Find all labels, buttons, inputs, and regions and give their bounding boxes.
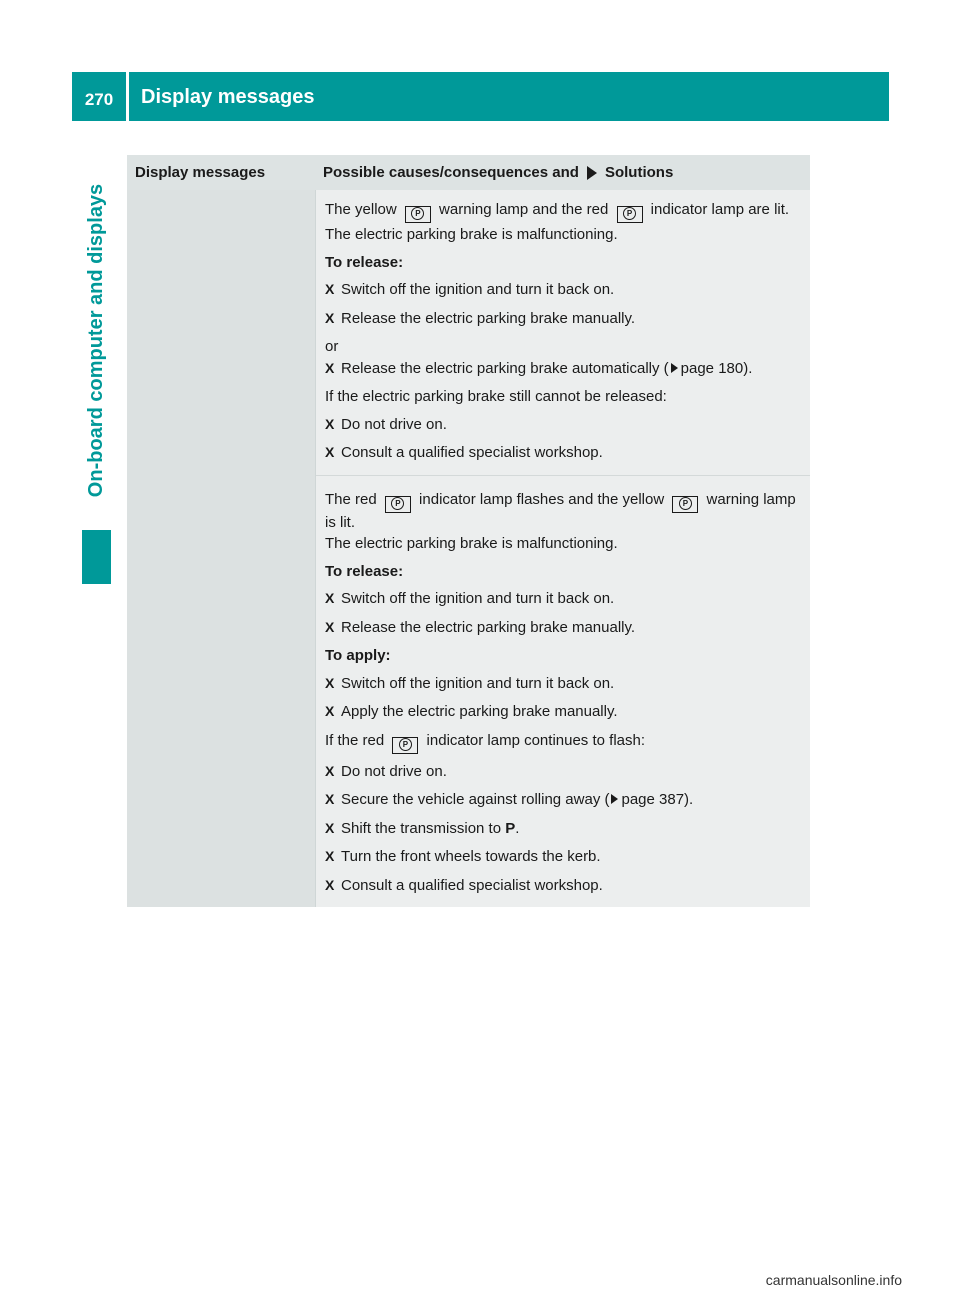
step-text	[341, 790, 693, 810]
step-marker-icon: X	[325, 674, 335, 691]
solutions-arrow-icon	[587, 166, 597, 180]
col-header-causes-text: Possible causes/consequences and	[323, 164, 579, 181]
step-marker-icon: X	[325, 359, 335, 376]
list-item	[325, 674, 802, 694]
solution-block-1	[316, 190, 810, 475]
page-ref-icon	[671, 363, 678, 373]
block1-intro-b: warning lamp and the red	[439, 201, 609, 218]
col-header-causes-solutions	[315, 155, 810, 190]
step-marker-icon: X	[325, 819, 335, 836]
table-body	[127, 190, 810, 907]
list-item	[325, 415, 802, 435]
display-messages-table	[127, 155, 810, 907]
step7-post: .	[515, 819, 520, 837]
step-marker-icon: X	[325, 309, 335, 326]
table-header	[127, 155, 810, 190]
section-title: Display messages	[141, 86, 315, 108]
step6-pre: Secure the vehicle against rolling away (	[341, 791, 610, 808]
block2-intro-a: The red	[325, 490, 377, 508]
page-header	[72, 72, 889, 121]
block1-or: or	[325, 338, 339, 355]
block1-intro-a: The yellow	[325, 201, 397, 218]
flash-a: If the red	[325, 731, 385, 749]
parking-brake-icon: P	[392, 737, 418, 754]
step-text: Switch off the ignition and turn it back on.	[341, 281, 615, 298]
parking-brake-icon: P	[672, 496, 698, 513]
watermark-link[interactable]: carmanualsonline.info	[765, 1272, 902, 1288]
page-ref-icon	[611, 794, 618, 804]
step-marker-icon: X	[325, 762, 335, 779]
list-item	[325, 847, 802, 867]
step-marker-icon: X	[325, 444, 335, 460]
step-text: Turn the front wheels towards the kerb.	[341, 848, 601, 865]
step7-pre: Shift the transmission to	[341, 819, 502, 837]
step-marker-icon: X	[325, 618, 335, 635]
block2-release-heading: To release:	[325, 562, 404, 580]
list-item	[325, 876, 802, 896]
chapter-label	[82, 150, 111, 530]
step-marker-icon: X	[325, 281, 335, 297]
step-text: Release the electric parking brake manually.	[341, 309, 636, 327]
list-item	[325, 309, 802, 329]
step-text: Release the electric parking brake manually.	[341, 618, 636, 636]
step-text: Do not drive on.	[341, 762, 447, 780]
step-marker-icon: X	[325, 848, 335, 864]
list-item	[325, 443, 802, 463]
parking-brake-icon: P	[617, 206, 643, 223]
step-marker-icon: X	[325, 876, 335, 893]
step-text: Do not drive on.	[341, 415, 447, 433]
step-text: Consult a qualified specialist workshop.	[341, 876, 603, 894]
block2-intro	[325, 490, 802, 533]
solution-block-2	[316, 475, 810, 908]
step-text: Switch off the ignition and turn it back on.	[341, 674, 615, 692]
page-number: 270	[84, 89, 114, 109]
list-item	[325, 359, 802, 379]
block1-intro	[325, 200, 802, 223]
col-header-display-messages: Display messages	[135, 164, 266, 181]
list-item	[325, 280, 802, 300]
block1-release-heading: To release:	[325, 253, 404, 271]
list-item	[325, 702, 802, 722]
block1-intro-c: indicator lamp are lit.	[650, 201, 790, 218]
step-marker-icon: X	[325, 590, 335, 606]
display-message-cell	[127, 190, 315, 907]
parking-brake-icon: P	[385, 496, 411, 513]
list-item	[325, 762, 802, 782]
solutions-column	[315, 190, 810, 907]
step-text	[341, 359, 752, 379]
block1-desc: The electric parking brake is malfunctioning.	[325, 226, 618, 243]
page-ref-link[interactable]: page 387).	[621, 791, 694, 808]
step-text: Consult a qualified specialist workshop.	[341, 444, 603, 461]
block2-intro-c: warning lamp is lit.	[325, 490, 796, 531]
list-item	[325, 790, 802, 810]
step3-pre: Release the electric parking brake automatically (	[341, 359, 669, 377]
chapter-label-text: On-board computer and displays	[85, 183, 108, 497]
list-item	[325, 589, 802, 609]
block2-flash	[325, 731, 802, 754]
flash-b: indicator lamp continues to flash:	[426, 731, 645, 749]
block1-still: If the electric parking brake still cannot be released:	[325, 388, 667, 405]
list-item	[325, 819, 802, 839]
step-text: Switch off the ignition and turn it back on.	[341, 590, 615, 607]
block2-desc: The electric parking brake is malfunctioning.	[325, 535, 618, 552]
step-marker-icon: X	[325, 791, 335, 807]
col-header-solutions-text: Solutions	[604, 164, 674, 181]
block2-intro-b: indicator lamp flashes and the yellow	[419, 490, 665, 508]
block2-apply-heading: To apply:	[325, 647, 391, 664]
step-marker-icon: X	[325, 415, 335, 432]
step-text: Apply the electric parking brake manually.	[341, 703, 618, 720]
transmission-position: P	[505, 819, 516, 837]
list-item	[325, 618, 802, 638]
step-text	[341, 819, 519, 839]
step-marker-icon: X	[325, 703, 335, 719]
page-ref-link[interactable]: page 180).	[680, 359, 753, 377]
parking-brake-icon: P	[405, 206, 431, 223]
